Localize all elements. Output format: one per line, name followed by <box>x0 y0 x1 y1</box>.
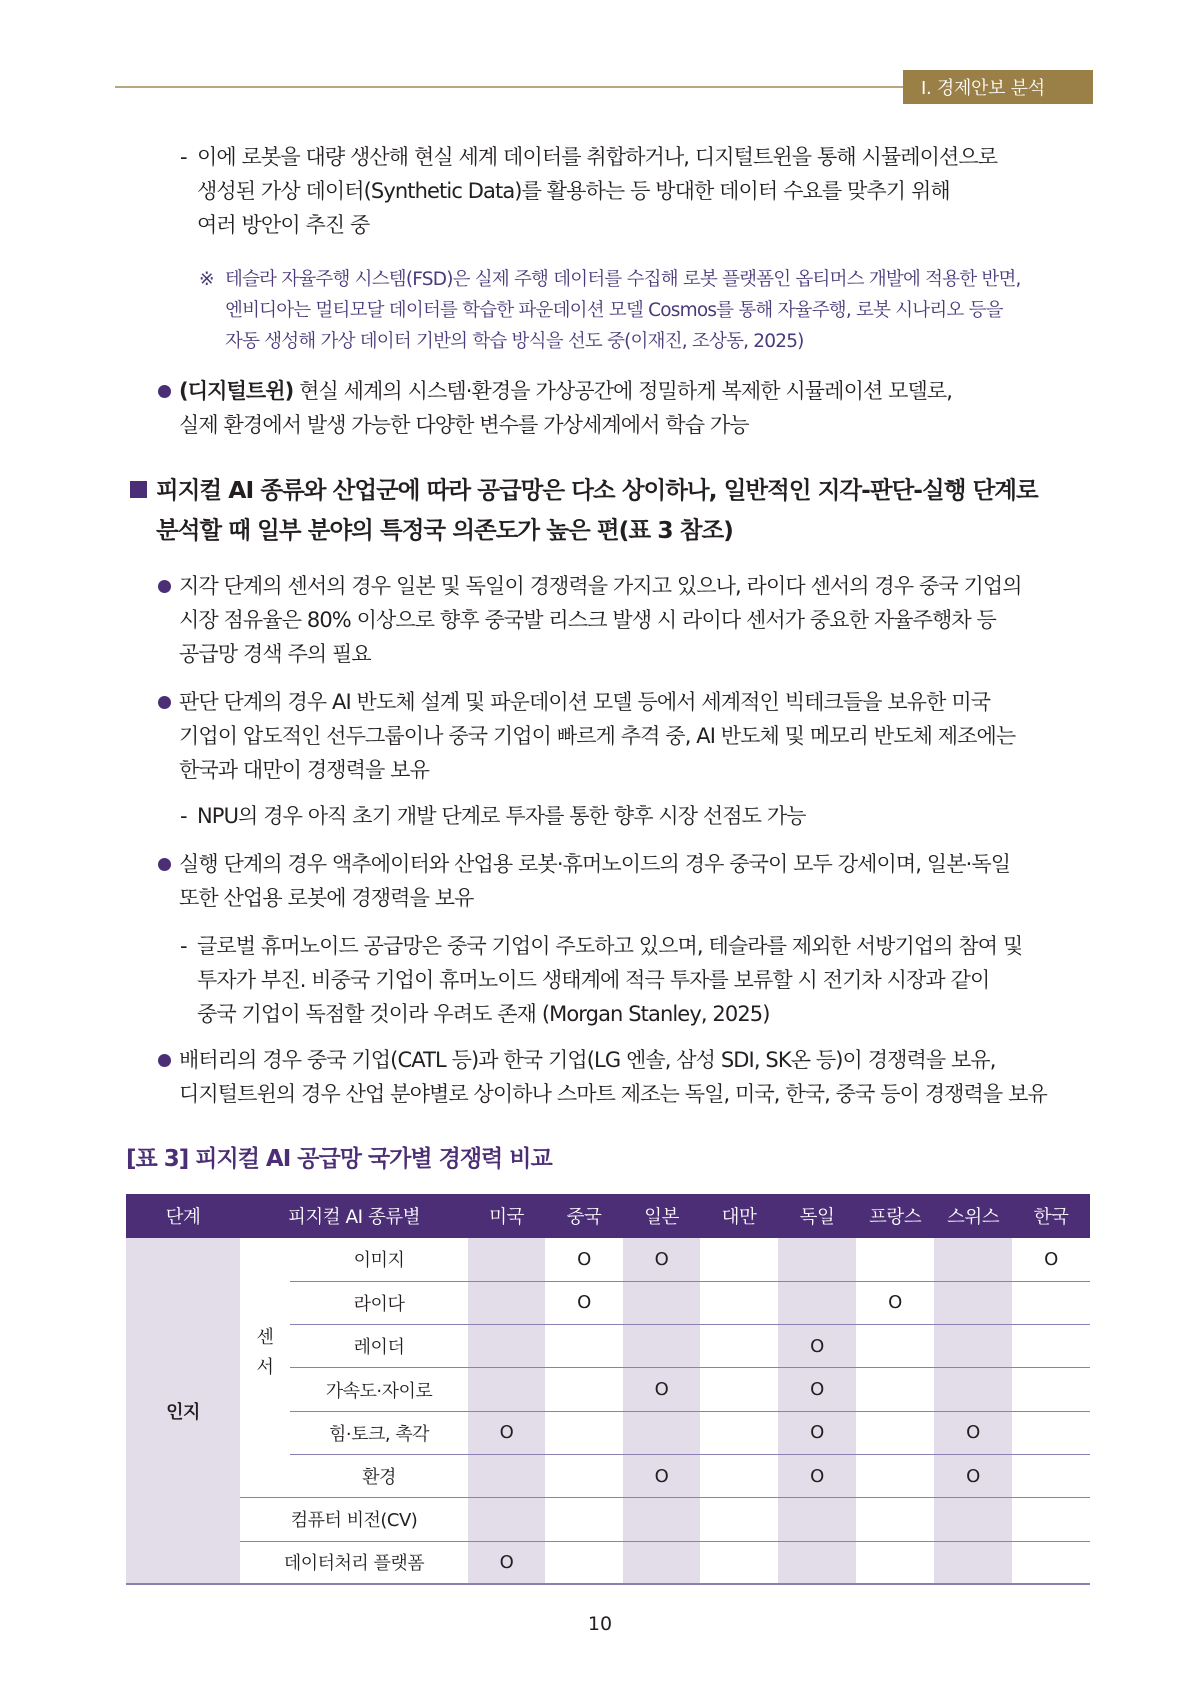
dash-item-npu: - NPU의 경우 아직 초기 개발 단계로 투자를 통한 향후 시장 선점도 가능 <box>180 804 806 828</box>
mark-cell <box>934 1541 1012 1584</box>
type-name-cell: 환경 <box>290 1454 468 1497</box>
bullet-dot-icon <box>158 858 171 871</box>
mark-cell <box>545 1325 623 1368</box>
section-heading: 피지컬 AI 종류와 산업군에 따라 공급망은 다소 상이하나, 일반적인 지각-판단-실행 단계로 분석할 때 일부 분야의 특정국 의존도가 높은 편(표 3 참조) <box>156 470 1038 550</box>
mark-cell: O <box>468 1541 545 1584</box>
mark-cell <box>1012 1411 1090 1454</box>
mark-cell <box>1012 1368 1090 1411</box>
table-row <box>126 1238 1090 1281</box>
mark-cell <box>468 1325 545 1368</box>
table-header-row <box>126 1194 1090 1238</box>
square-bullet-icon <box>130 481 147 498</box>
mark-cell <box>1012 1454 1090 1497</box>
mark-cell <box>1012 1541 1090 1584</box>
type-name-cell: 힘·토크, 촉각 <box>290 1411 468 1454</box>
sensor-group-label: 센 서 <box>240 1238 290 1498</box>
section-tag: Ⅰ. 경제안보 분석 <box>903 70 1093 104</box>
type-name-cell: 데이터처리 플랫폼 <box>240 1541 468 1584</box>
mark-cell <box>623 1498 700 1541</box>
competitiveness-table <box>126 1194 1090 1585</box>
bullet-dot-icon <box>158 1054 171 1067</box>
mark-cell <box>700 1368 778 1411</box>
mark-cell <box>934 1238 1012 1281</box>
mark-cell <box>545 1368 623 1411</box>
header-taiwan: 대만 <box>700 1194 778 1238</box>
type-name-cell: 컴퓨터 비전(CV) <box>240 1498 468 1541</box>
mark-cell: O <box>623 1238 700 1281</box>
bullet-dot-icon <box>158 696 171 709</box>
mark-cell <box>468 1454 545 1497</box>
header-type: 피지컬 AI 종류별 <box>240 1194 468 1238</box>
mark-cell <box>856 1238 934 1281</box>
mark-cell <box>856 1411 934 1454</box>
table-row <box>126 1541 1090 1584</box>
bullet-execution: 실행 단계의 경우 액추에이터와 산업용 로봇·휴머노이드의 경우 중국이 모두 강세이며, 일본·독일 또한 산업용 로봇에 경쟁력을 보유 <box>179 847 1010 915</box>
mark-cell <box>623 1325 700 1368</box>
mark-cell: O <box>468 1411 545 1454</box>
mark-cell <box>934 1498 1012 1541</box>
mark-cell <box>468 1368 545 1411</box>
header-switzerland: 스위스 <box>934 1194 1012 1238</box>
header-korea: 한국 <box>1012 1194 1090 1238</box>
header-rule <box>115 86 905 88</box>
mark-cell: O <box>934 1454 1012 1497</box>
page-number: 10 <box>587 1613 613 1635</box>
mark-cell <box>468 1498 545 1541</box>
mark-cell <box>623 1281 700 1324</box>
mark-cell <box>700 1541 778 1584</box>
mark-cell: O <box>778 1411 856 1454</box>
mark-cell <box>856 1541 934 1584</box>
mark-cell <box>700 1498 778 1541</box>
mark-cell: O <box>623 1368 700 1411</box>
mark-cell: O <box>934 1411 1012 1454</box>
header-china: 중국 <box>545 1194 623 1238</box>
mark-cell <box>623 1541 700 1584</box>
header-japan: 일본 <box>623 1194 700 1238</box>
mark-cell: O <box>778 1325 856 1368</box>
mark-cell: O <box>545 1238 623 1281</box>
mark-cell <box>1012 1498 1090 1541</box>
mark-cell <box>856 1454 934 1497</box>
mark-cell <box>778 1238 856 1281</box>
mark-cell <box>1012 1281 1090 1324</box>
mark-cell <box>856 1498 934 1541</box>
header-stage: 단계 <box>126 1194 240 1238</box>
mark-cell <box>545 1454 623 1497</box>
mark-cell: O <box>778 1454 856 1497</box>
mark-cell <box>934 1325 1012 1368</box>
mark-cell: O <box>1012 1238 1090 1281</box>
reference-note: ※ 테슬라 자율주행 시스템(FSD)은 실제 주행 데이터를 수집해 로봇 플랫폼인 옵티머스 개발에 적용한 반면, 엔비디아는 멀티모달 데이터를 학습한 파운데이션 모델 Cosmos를 통해 자율주행, 로봇 시나리오 등을 자동 생성해 가상 데이터 기반의 학습 방식을 선도 중(이재진, 조상동, 2025) <box>199 269 1021 352</box>
type-name-cell: 라이다 <box>290 1281 468 1324</box>
bullet-battery: 배터리의 경우 중국 기업(CATL 등)과 한국 기업(LG 엔솔, 삼성 SDI, SK온 등)이 경쟁력을 보유, 디지털트윈의 경우 산업 분야별로 상이하나 스마트 제조는 독일, 미국, 한국, 중국 등이 경쟁력을 보유 <box>179 1043 1047 1111</box>
bullet-digital-twin: (디지털트윈) 현실 세계의 시스템·환경을 가상공간에 정밀하게 복제한 시뮬레이션 모델로, 실제 환경에서 발생 가능한 다양한 변수를 가상세계에서 학습 가능 <box>179 374 952 442</box>
type-name-cell: 가속도·자이로 <box>290 1368 468 1411</box>
mark-cell <box>700 1454 778 1497</box>
mark-cell <box>856 1325 934 1368</box>
bullet-dot-icon <box>158 580 171 593</box>
mark-cell <box>778 1498 856 1541</box>
bullet-dot-icon <box>158 385 171 398</box>
header-germany: 독일 <box>778 1194 856 1238</box>
mark-cell <box>700 1238 778 1281</box>
mark-cell: O <box>856 1281 934 1324</box>
mark-cell <box>700 1325 778 1368</box>
bullet-judgment: 판단 단계의 경우 AI 반도체 설계 및 파운데이션 모델 등에서 세계적인 빅테크들을 보유한 미국 기업이 압도적인 선두그룹이나 중국 기업이 빠르게 추격 중, AI 반도체 및 메모리 반도체 제조에는 한국과 대만이 경쟁력을 보유 <box>179 685 1015 787</box>
table-row <box>126 1498 1090 1541</box>
header-france: 프랑스 <box>856 1194 934 1238</box>
mark-cell: O <box>778 1368 856 1411</box>
mark-cell <box>778 1281 856 1324</box>
header-usa: 미국 <box>468 1194 545 1238</box>
table-title: [표 3] 피지컬 AI 공급망 국가별 경쟁력 비교 <box>126 1146 552 1172</box>
type-name-cell: 이미지 <box>290 1238 468 1281</box>
mark-cell <box>1012 1325 1090 1368</box>
table-body <box>126 1238 1090 1584</box>
stage-cell: 인지 <box>126 1238 240 1584</box>
mark-cell <box>778 1541 856 1584</box>
mark-cell: O <box>545 1281 623 1324</box>
mark-cell <box>545 1541 623 1584</box>
type-name-cell: 레이더 <box>290 1325 468 1368</box>
bullet-perception: 지각 단계의 센서의 경우 일본 및 독일이 경쟁력을 가지고 있으나, 라이다 센서의 경우 중국 기업의 시장 점유율은 80% 이상으로 향후 중국발 리스크 발생 시 라이다 센서가 중요한 자율주행차 등 공급망 경색 주의 필요 <box>179 569 1022 671</box>
mark-cell <box>468 1238 545 1281</box>
dash-item-robot-data: - 이에 로봇을 대량 생산해 현실 세계 데이터를 취합하거나, 디지털트윈을 통해 시뮬레이션으로 생성된 가상 데이터(Synthetic Data)를 활용하는 등 방대한 데이터 수요를 맞추기 위해 여러 방안이 추진 중 <box>180 145 998 237</box>
mark-cell <box>468 1281 545 1324</box>
mark-cell: O <box>623 1454 700 1497</box>
mark-cell <box>856 1368 934 1411</box>
mark-cell <box>700 1281 778 1324</box>
mark-cell <box>545 1411 623 1454</box>
dash-item-humanoid: - 글로벌 휴머노이드 공급망은 중국 기업이 주도하고 있으며, 테슬라를 제외한 서방기업의 참여 및 투자가 부진. 비중국 기업이 휴머노이드 생태계에 적극 투자를 보류할 시 전기차 시장과 같이 중국 기업이 독점할 것이라 우려도 존재 (Morgan Stanley, 2025) <box>180 934 1023 1026</box>
mark-cell <box>623 1411 700 1454</box>
mark-cell <box>545 1498 623 1541</box>
mark-cell <box>934 1368 1012 1411</box>
mark-cell <box>700 1411 778 1454</box>
mark-cell <box>934 1281 1012 1324</box>
